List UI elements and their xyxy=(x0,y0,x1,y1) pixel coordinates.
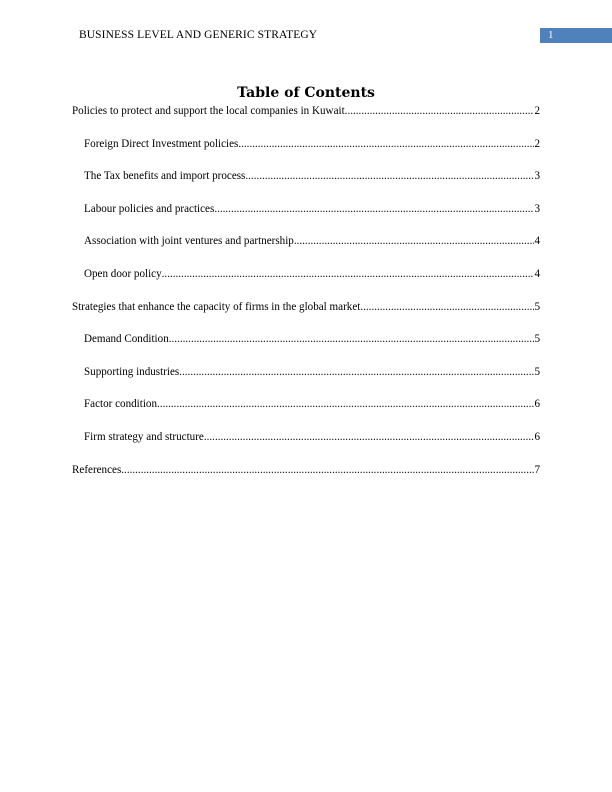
toc-leader-dots xyxy=(179,365,534,379)
toc-leader-dots xyxy=(360,300,534,314)
toc-entry-page[interactable]: 5 xyxy=(534,366,540,378)
toc-entry-text[interactable]: The Tax benefits and import process xyxy=(84,170,246,182)
toc-entry[interactable] xyxy=(84,202,540,216)
toc-leader-dots xyxy=(162,267,535,281)
running-header-title: BUSINESS LEVEL AND GENERIC STRATEGY xyxy=(79,29,318,41)
toc-entry-page[interactable]: 7 xyxy=(534,464,540,476)
toc-entry[interactable] xyxy=(84,234,540,248)
toc-leader-dots xyxy=(245,169,534,183)
toc-leader-dots xyxy=(238,137,534,151)
toc-entry-page[interactable]: 2 xyxy=(534,105,540,117)
toc-entry[interactable] xyxy=(84,332,540,346)
toc-entry-text[interactable]: Demand Condition xyxy=(84,333,169,345)
toc-entry-page[interactable]: 5 xyxy=(534,333,540,345)
toc-entry-page[interactable]: 3 xyxy=(534,170,540,182)
toc-entry[interactable] xyxy=(72,463,540,477)
toc-entry[interactable] xyxy=(72,300,540,314)
page-number: 1 xyxy=(548,29,554,41)
toc-leader-dots xyxy=(121,463,534,477)
toc-leader-dots xyxy=(294,234,535,248)
toc-entry-text[interactable]: Firm strategy and structure xyxy=(84,431,204,443)
toc-entry-text[interactable]: Supporting industries xyxy=(84,366,180,378)
toc-entry[interactable] xyxy=(72,104,540,118)
toc-entry[interactable] xyxy=(84,169,540,183)
toc-entry-text[interactable]: Foreign Direct Investment policies xyxy=(84,138,239,150)
toc-heading: Table of Contents xyxy=(237,85,375,101)
toc-entry-text[interactable]: Labour policies and practices xyxy=(84,203,215,215)
toc-entry[interactable] xyxy=(84,397,540,411)
toc-entry-text[interactable]: References xyxy=(72,464,122,476)
toc-entry-text[interactable]: Association with joint ventures and partnership xyxy=(84,235,294,247)
toc-leader-dots xyxy=(345,104,535,118)
toc-entry[interactable] xyxy=(84,267,540,281)
toc-entry[interactable] xyxy=(84,430,540,444)
toc-entry-page[interactable]: 6 xyxy=(534,398,540,410)
toc-leader-dots xyxy=(157,397,534,411)
toc-entry-page[interactable]: 6 xyxy=(534,431,540,443)
toc-leader-dots xyxy=(169,332,535,346)
toc-entry-text[interactable]: Open door policy xyxy=(84,268,162,280)
toc-entry-page[interactable]: 2 xyxy=(534,138,540,150)
toc-entry-page[interactable]: 3 xyxy=(534,203,540,215)
page-number-badge xyxy=(540,28,612,43)
toc-leader-dots xyxy=(204,430,535,444)
toc-entry-text[interactable]: Strategies that enhance the capacity of firms in the global market xyxy=(72,301,361,313)
toc-leader-dots xyxy=(214,202,534,216)
toc-entry-page[interactable]: 4 xyxy=(534,235,540,247)
toc-entry-page[interactable]: 5 xyxy=(534,301,540,313)
toc-entry[interactable] xyxy=(84,365,540,379)
toc-entry-text[interactable]: Policies to protect and support the local companies in Kuwait xyxy=(72,105,345,117)
toc-entry-text[interactable]: Factor condition xyxy=(84,398,158,410)
toc-entry[interactable] xyxy=(84,137,540,151)
toc-entry-page[interactable]: 4 xyxy=(534,268,540,280)
